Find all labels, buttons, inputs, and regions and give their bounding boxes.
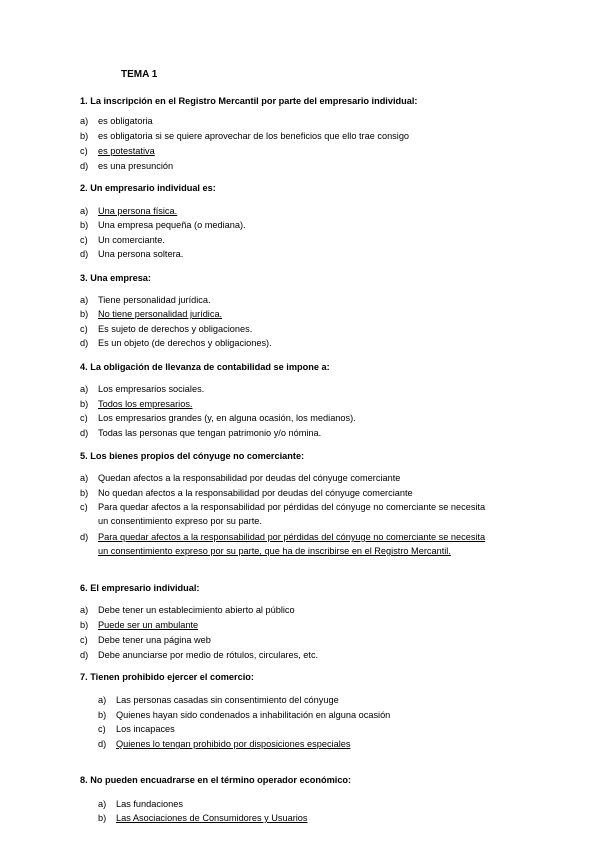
question-2-option-c: c) Un comerciante. [80,235,165,245]
question-2-option-b: b) Una empresa pequeña (o mediana). [80,220,246,230]
question-1: 1. La inscripción en el Registro Mercantil por parte del empresario individual: [80,96,418,106]
question-1-option-c: c) es potestativa [80,146,155,156]
question-3-option-d: d) Es un objeto (de derechos y obligaciones). [80,338,272,348]
question-5-option-b: b) No quedan afectos a la responsabilidad por deudas del cónyuge comerciante [80,488,413,498]
question-7: 7. Tienen prohibido ejercer el comercio: [80,672,254,682]
question-8: 8. No pueden encuadrarse en el término operador económico: [80,775,352,785]
question-5-option-c: c) Para quedar afectos a la responsabilidad por pérdidas del cónyuge no comerciante se necesita un consentimiento expreso por su parte. [80,502,486,526]
question-5-option-a: a) Quedan afectos a la responsabilidad por deudas del cónyuge comerciante [80,473,401,483]
question-4-option-b: b) Todos los empresarios. [80,399,193,409]
question-7-option-d: d) Quienes lo tengan prohibido por disposiciones especiales [98,739,351,749]
question-1-option-d: d) es una presunción [80,161,174,171]
question-8-option-b: b) Las Asociaciones de Consumidores y Usuarios [98,813,308,823]
question-4-option-d: d) Todas las personas que tengan patrimonio y/o nómina. [80,428,322,438]
question-6-option-c: c) Debe tener una página web [80,635,211,645]
question-7-option-c: c) Los incapaces [98,724,175,734]
question-2: 2. Un empresario individual es: [80,183,216,193]
question-6-option-b: b) Puede ser un ambulante [80,620,199,630]
question-8-option-a: a) Las fundaciones [98,799,183,809]
question-3-option-a: a) Tiene personalidad jurídica. [80,295,211,305]
question-4-option-a: a) Los empresarios sociales. [80,384,205,394]
question-6-option-a: a) Debe tener un establecimiento abierto al público [80,605,295,615]
question-7-option-b: b) Quienes hayan sido condenados a inhabilitación en alguna ocasión [98,710,391,720]
question-5: 5. Los bienes propios del cónyuge no comerciante: [80,451,305,461]
question-6: 6. El empresario individual: [80,583,200,593]
question-2-option-d: d) Una persona soltera. [80,249,184,259]
question-1-option-b: b) es obligatoria si se quiere aprovechar de los beneficios que ello trae consigo [80,131,410,141]
question-5-option-d: d) Para quedar afectos a la responsabilidad por pérdidas del cónyuge no comerciante se necesita un consentimiento expreso por su parte, que ha de inscribirse en el Registro Mercantil. [80,532,486,556]
question-4-option-c: c) Los empresarios grandes (y, en alguna ocasión, los medianos). [80,413,356,423]
document-title: TEMA 1 [121,69,158,80]
question-1-option-a: a) es obligatoria [80,116,153,126]
question-6-option-d: d) Debe anunciarse por medio de rótulos, circulares, etc. [80,650,319,660]
question-2-option-a: a) Una persona física. [80,206,178,216]
question-7-option-a: a) Las personas casadas sin consentimiento del cónyuge [98,695,339,705]
question-3-option-b: b) No tiene personalidad jurídica. [80,309,223,319]
question-4: 4. La obligación de llevanza de contabilidad se impone a: [80,362,330,372]
question-3: 3. Una empresa: [80,273,151,283]
question-3-option-c: c) Es sujeto de derechos y obligaciones. [80,324,253,334]
